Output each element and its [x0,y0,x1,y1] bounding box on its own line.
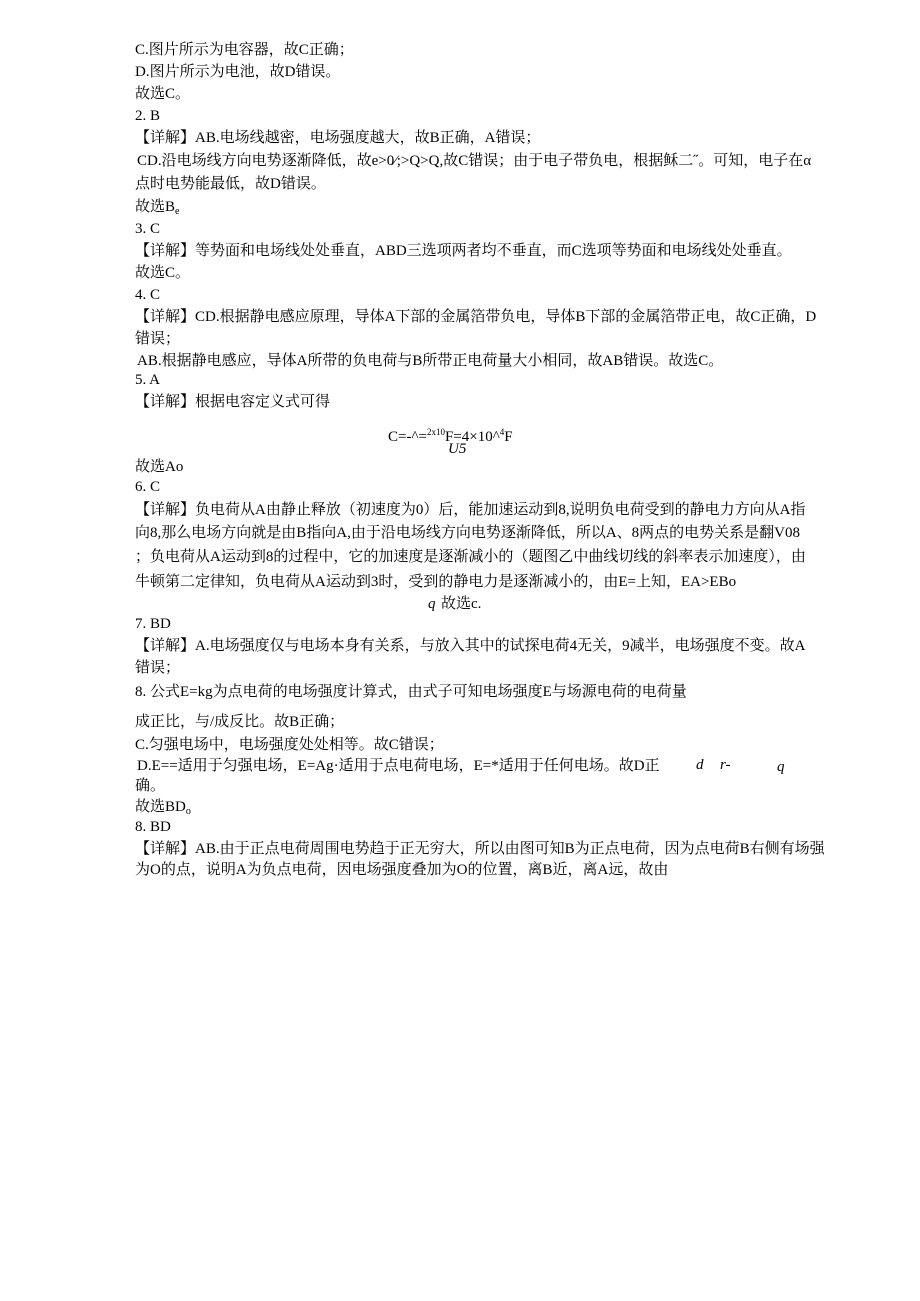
subscript: e [175,206,180,217]
text-fragment: 故选B [135,199,176,215]
text-line: CD.沿电场线方向电势逐渐降低，故e>0⁄;>Q>Q,故C错误；由于电子带负电，根据稣二˝。可知，电子在α [137,153,812,169]
superscript: 2x10 [426,427,445,437]
text-line: 确。 [135,778,166,794]
text-line: 【详解】AB.电场线越密，电场强度越大，故B正确，A错误； [135,130,541,146]
text-line: 成正比，与/成反比。故B正确； [135,714,345,730]
text-fragment: 故选BD [135,799,186,815]
text-line: 3. C [135,221,161,237]
text-line: 【详解】A.电场强度仅与电场本身有关系，与放入其中的试探电荷4无关，9减半，电场强度不变。故A [135,638,806,654]
formula-part: F [504,429,513,445]
text-line: 错误； [135,660,181,676]
text-line: D.图片所示为电池，故D错误。 [135,64,341,80]
text-line: 8. 公式E=kg为点电荷的电场强度计算式，由式子可知电场强度E与场源电荷的电荷量 [135,684,687,700]
text-line: 8. BD [135,819,171,835]
text-line: 【详解】负电荷从A由静止释放（初速度为0）后，能加速运动到8,说明负电荷受到的静电力方向从A指 [135,502,806,518]
formula-denominator: U5 [448,441,467,457]
text-line: 故选Ao [135,459,184,475]
text-line: 错误； [135,331,181,347]
text-line: D.E==适用于匀强电场，E=Ag·适用于点电荷电场，E=*适用于任何电场。故D正 [137,758,660,774]
text-line: C.匀强电场中，电场强度处处相等。故C错误； [135,737,444,753]
formula-variable: q [777,759,785,775]
subscript: o [185,806,191,817]
text-line: 6. C [135,479,161,495]
text-line: 7. BD [135,616,171,632]
text-line: 故选c. [441,596,482,612]
formula-variable: q [428,596,436,612]
superscript: 4 [499,427,505,437]
text-line: 5. A [135,372,161,388]
text-line: 向8,那么电场方向就是由B指向A,由于沿电场线方向电势逐渐降低，所以A、8两点的电势关系是翻V08 [135,525,801,541]
text-line: 4. C [135,287,161,303]
text-line: 【详解】根据电容定义式可得 [135,394,331,410]
formula-variable: r- [720,757,731,773]
text-line: 为O的点，说明A为负点电荷，因电场强度叠加为O的位置，离B近，离A远，故由 [135,862,669,878]
text-line: 点时电势能最低，故D错误。 [135,176,326,192]
text-line: 【详解】AB.由于正点电荷周围电势趋于正无穷大，所以由图可知B为正点电荷，因为点电荷B右侧有场强 [135,841,825,857]
text-line: 【详解】等势面和电场线处处垂直，ABD三选项两者均不垂直，而C选项等势面和电场线处处垂直。 [135,243,792,259]
text-line: 故选C。 [135,86,191,102]
text-line: AB.根据静电感应，导体A所带的负电荷与B所带正电荷量大小相同，故AB错误。故选C。 [137,353,724,369]
text-line: ；负电荷从A运动到8的过程中，它的加速度是逐渐减小的（题图乙中曲线切线的斜率表示加速度），由 [135,549,806,565]
text-line: 【详解】CD.根据静电感应原理，导体A下部的金属箔带负电，导体B下部的金属箔带正电，故C正确，D [135,309,817,325]
formula-part: F=4×10^ [444,429,500,445]
text-line: 牛顿第二定律知，负电荷从A运动到3时，受到的静电力是逐渐减小的，由E=上知，EA>EBo [135,574,737,590]
text-line: 2. B [135,108,161,124]
text-line: C.图片所示为电容器，故C正确； [135,42,354,58]
formula-part: C=-^= [388,429,427,445]
formula-variable: d [696,757,704,773]
text-line: 故选C。 [135,265,191,281]
